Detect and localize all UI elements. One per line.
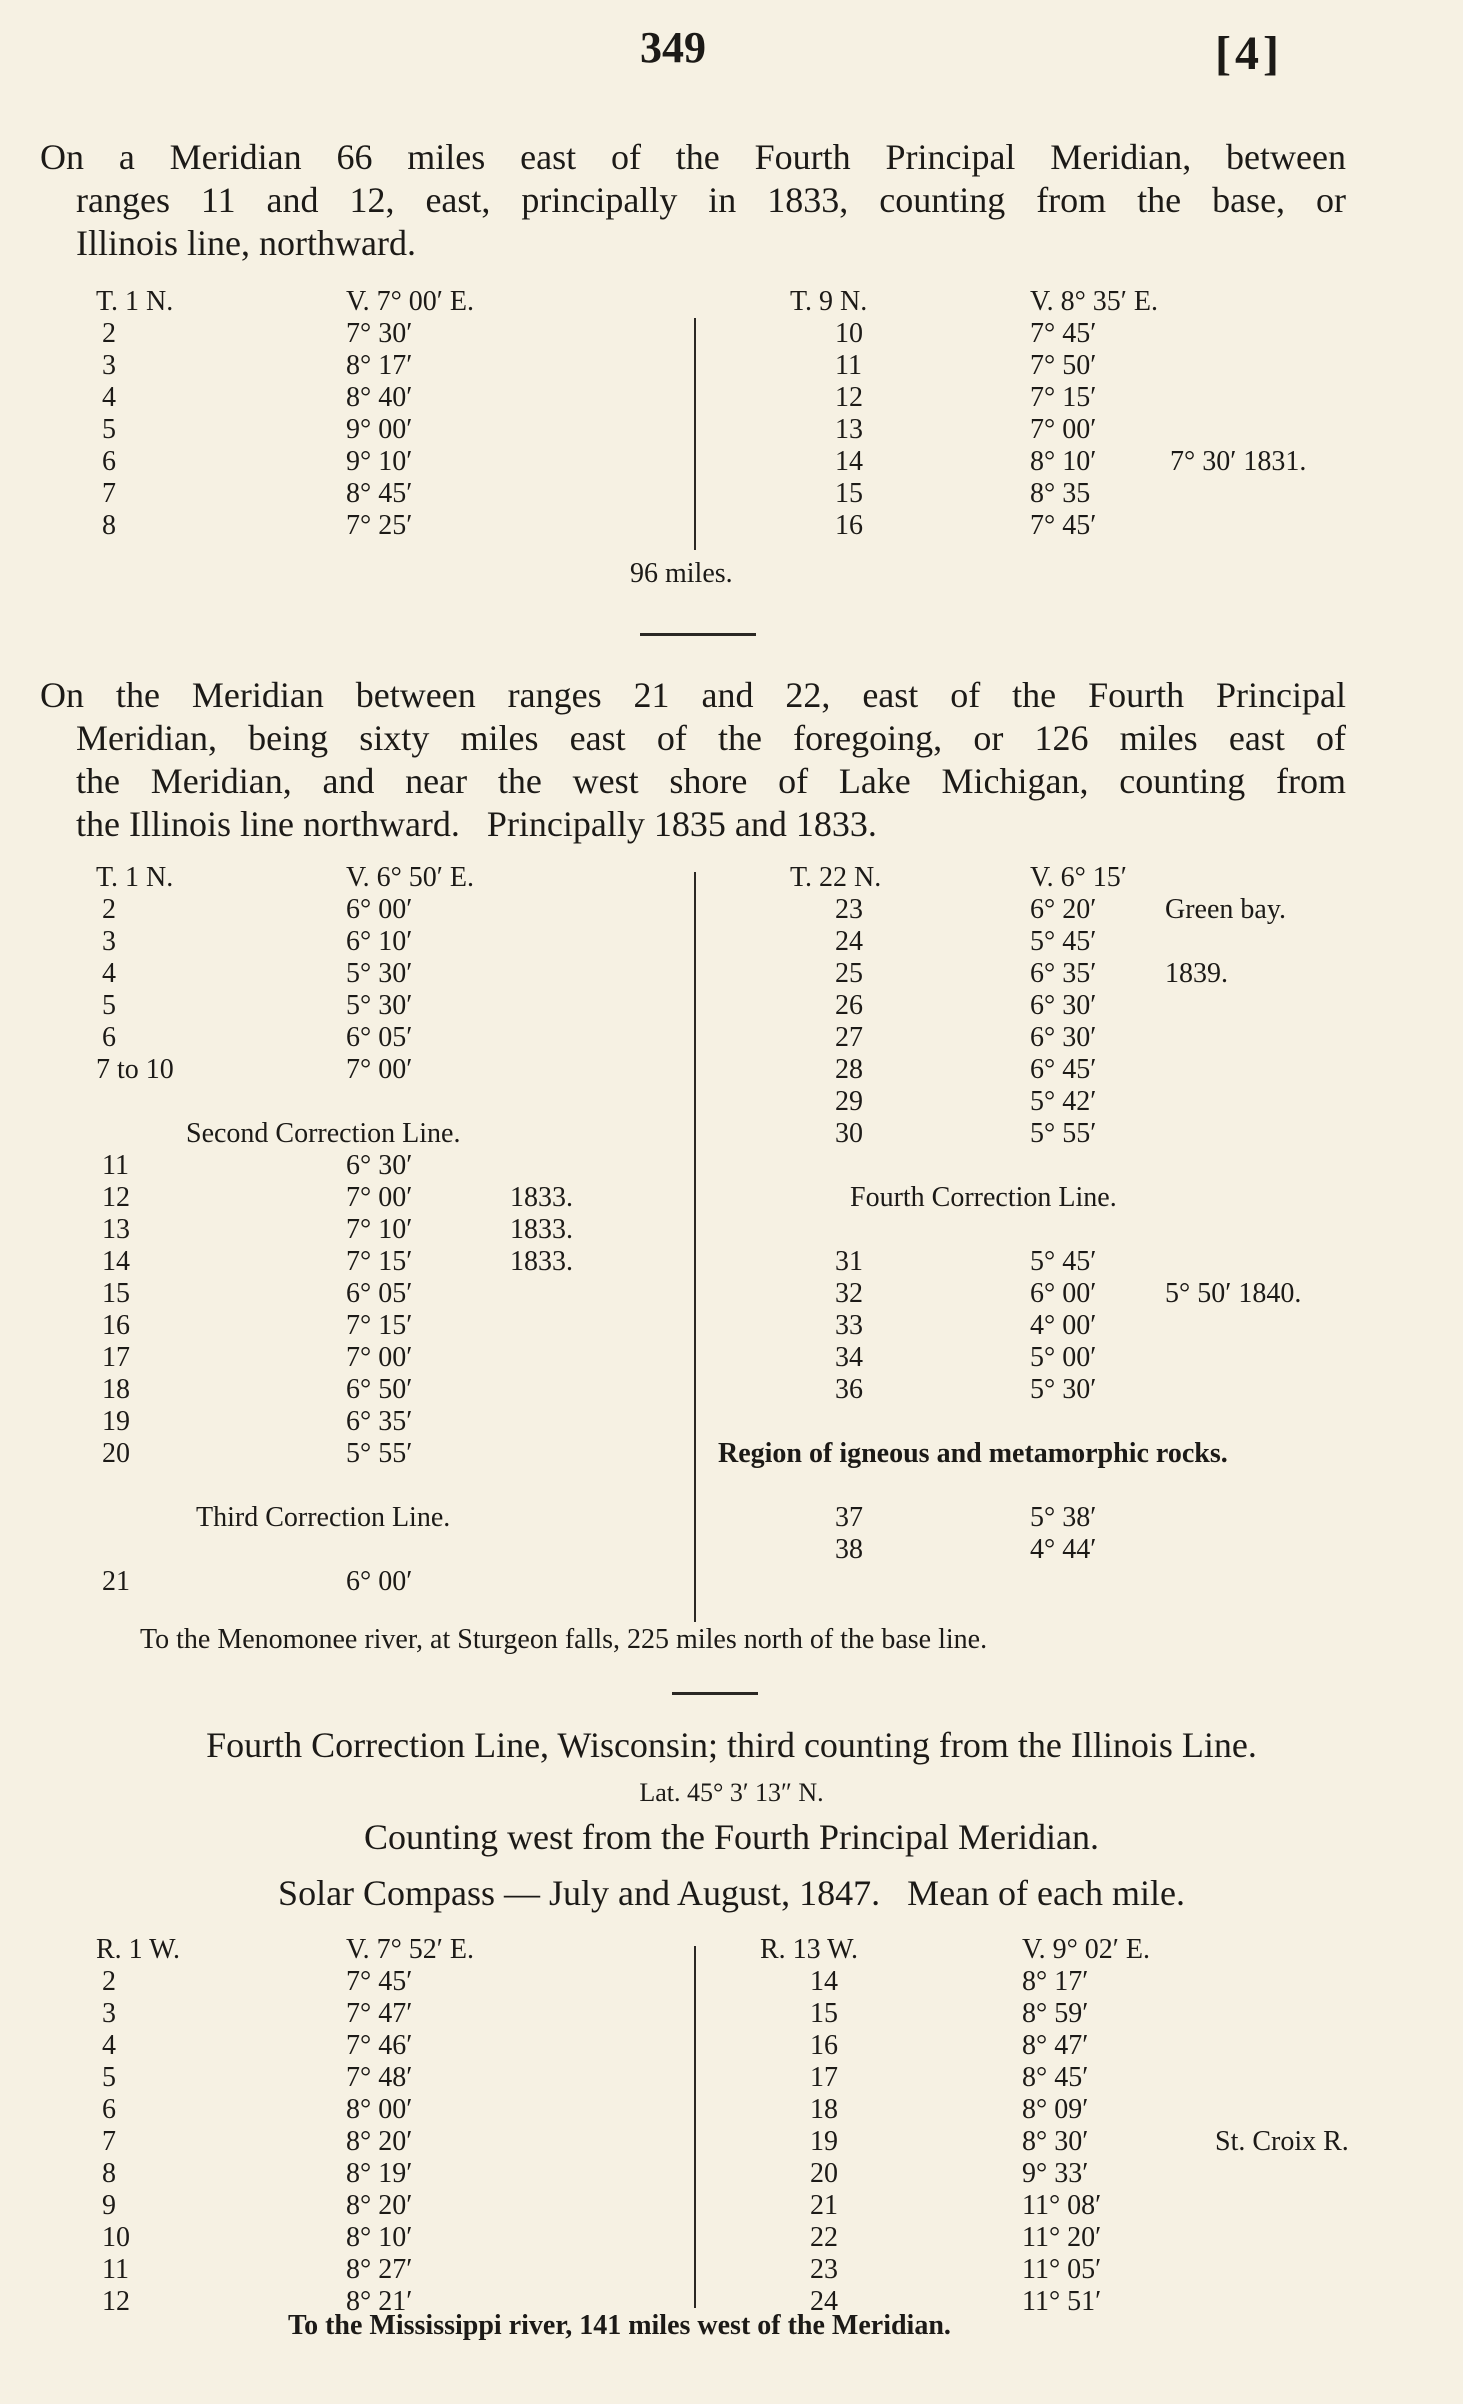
variation-cell: 8° 17′	[346, 350, 413, 381]
township-cell: 12	[102, 1182, 130, 1213]
variation-cell: 8° 40′	[346, 382, 413, 413]
table-row	[760, 2158, 1420, 2190]
township-cell: 2	[102, 1966, 116, 1997]
township-cell: 5	[102, 414, 116, 445]
township-cell: 38	[835, 1534, 863, 1565]
variation-cell: 8° 20′	[346, 2126, 413, 2157]
township-cell: 5	[102, 990, 116, 1021]
variation-cell: 8° 47′	[1022, 2030, 1089, 2061]
table-row	[790, 1502, 1410, 1534]
table-row	[90, 2190, 690, 2222]
table-row	[760, 2126, 1420, 2158]
variation-cell: 7° 45′	[1030, 510, 1097, 541]
table-row	[790, 1214, 1410, 1246]
table-row	[90, 926, 690, 958]
table-row	[760, 2190, 1420, 2222]
table-note	[90, 1118, 690, 1150]
variation-cell: 11° 20′	[1022, 2222, 1102, 2253]
heading-line: Illinois line, northward.	[76, 223, 416, 263]
section2-left-table	[90, 862, 690, 1598]
section3-right-table	[760, 1934, 1420, 2318]
table-row	[760, 1934, 1420, 1966]
heading-line: the Meridian, and near the west shore of Lake Michigan, counting from	[76, 761, 1346, 801]
township-cell: 19	[102, 1406, 130, 1437]
township-cell: 26	[835, 990, 863, 1021]
variation-cell: 5° 55′	[346, 1438, 413, 1469]
column-divider	[694, 872, 696, 1622]
table-row	[90, 382, 690, 414]
table-row	[790, 1150, 1410, 1182]
table-row	[760, 2222, 1420, 2254]
section1-footer: 96 miles.	[630, 558, 733, 589]
remark-cell: 1839.	[1165, 958, 1228, 989]
township-cell: 16	[102, 1310, 130, 1341]
section-reference: [4]	[1215, 27, 1283, 80]
table-row	[790, 1470, 1410, 1502]
remark-cell: 1833.	[510, 1182, 573, 1213]
variation-cell: 7° 25′	[346, 510, 413, 541]
variation-cell: 8° 45′	[1022, 2062, 1089, 2093]
township-cell: 22	[810, 2222, 838, 2253]
variation-cell: V. 6° 15′	[1030, 862, 1127, 893]
variation-cell: 8° 10′	[1030, 446, 1097, 477]
variation-cell: V. 7° 52′ E.	[346, 1934, 475, 1965]
variation-cell: 7° 45′	[1030, 318, 1097, 349]
table-row	[90, 1934, 690, 1966]
section3-title: Fourth Correction Line, Wisconsin; third counting from the Illinois Line.	[206, 1725, 1257, 1765]
variation-cell: 5° 30′	[346, 990, 413, 1021]
township-cell: 4	[102, 382, 116, 413]
variation-cell: 5° 42′	[1030, 1086, 1097, 1117]
remark-cell: 5° 50′ 1840.	[1165, 1278, 1302, 1309]
variation-cell: 5° 30′	[1030, 1374, 1097, 1405]
table-row	[790, 382, 1390, 414]
table-row	[90, 1182, 690, 1214]
table-row	[90, 446, 690, 478]
township-cell: 13	[835, 414, 863, 445]
township-cell: 11	[835, 350, 862, 381]
table-row	[90, 1278, 690, 1310]
variation-cell: 5° 45′	[1030, 926, 1097, 957]
variation-cell: 8° 09′	[1022, 2094, 1089, 2125]
township-cell: 12	[835, 382, 863, 413]
section2-right-table	[718, 862, 1410, 1566]
table-note	[790, 1182, 1410, 1214]
heading-line: the Illinois line northward. Principally 1835 and 1833.	[76, 804, 877, 844]
table-row	[90, 478, 690, 510]
table-row	[760, 2062, 1420, 2094]
township-cell: 6	[102, 2094, 116, 2125]
variation-cell: 8° 35	[1030, 478, 1091, 509]
table-row	[790, 926, 1410, 958]
section3-subtitle: Counting west from the Fourth Principal Meridian.	[364, 1817, 1099, 1857]
township-cell: 15	[810, 1998, 838, 2029]
section3-latitude: Lat. 45° 3′ 13″ N.	[639, 1778, 824, 1807]
township-cell: 3	[102, 1998, 116, 2029]
table-row	[790, 1246, 1410, 1278]
variation-cell: 6° 10′	[346, 926, 413, 957]
table-row	[790, 894, 1410, 926]
variation-cell: 7° 15′	[346, 1246, 413, 1277]
township-cell: 14	[102, 1246, 130, 1277]
variation-cell: 8° 45′	[346, 478, 413, 509]
variation-cell: 6° 05′	[346, 1022, 413, 1053]
table-row	[90, 1374, 690, 1406]
table-row	[90, 1966, 690, 1998]
township-cell: 2	[102, 894, 116, 925]
variation-cell: 8° 21′	[346, 2286, 413, 2317]
table-row	[90, 894, 690, 926]
remark-cell: Green bay.	[1165, 894, 1287, 925]
variation-cell: 6° 35′	[346, 1406, 413, 1437]
table-row	[790, 318, 1390, 350]
table-row	[90, 1310, 690, 1342]
table-row	[90, 1566, 690, 1598]
table-row	[790, 958, 1410, 990]
township-cell: 4	[102, 958, 116, 989]
heading-line: ranges 11 and 12, east, principally in 1833, counting from the base, or	[76, 180, 1346, 220]
variation-cell: 8° 00′	[346, 2094, 413, 2125]
township-cell: 5	[102, 2062, 116, 2093]
remark-cell: 1833.	[510, 1214, 573, 1245]
table-row	[790, 990, 1410, 1022]
township-cell: 18	[102, 1374, 130, 1405]
township-cell: 8	[102, 510, 116, 541]
variation-cell: 9° 00′	[346, 414, 413, 445]
variation-cell: 7° 00′	[346, 1342, 413, 1373]
table-row	[760, 1998, 1420, 2030]
table-row	[90, 2094, 690, 2126]
township-cell: 7 to 10	[96, 1054, 174, 1085]
township-cell: 20	[102, 1438, 130, 1469]
heading-line: On a Meridian 66 miles east of the Fourth Principal Meridian, between	[40, 137, 1346, 177]
table-row	[790, 1310, 1410, 1342]
township-cell: 30	[835, 1118, 863, 1149]
township-cell: 6	[102, 1022, 116, 1053]
variation-cell: 7° 15′	[346, 1310, 413, 1341]
variation-cell: V. 6° 50′ E.	[346, 862, 475, 893]
variation-cell: V. 9° 02′ E.	[1022, 1934, 1151, 1965]
township-cell: 24	[835, 926, 863, 957]
variation-cell: 8° 30′	[1022, 2126, 1089, 2157]
page-header	[0, 22, 1463, 92]
township-cell: T. 9 N.	[790, 286, 868, 317]
township-cell: 27	[835, 1022, 863, 1053]
township-cell: 10	[102, 2222, 130, 2253]
township-cell: 7	[102, 478, 116, 509]
table-row	[790, 286, 1390, 318]
section1-right-table	[790, 286, 1390, 542]
table-row	[90, 1150, 690, 1182]
variation-cell: 7° 00′	[346, 1054, 413, 1085]
variation-cell: 9° 10′	[346, 446, 413, 477]
section-divider	[672, 1692, 758, 1695]
table-row	[790, 862, 1410, 894]
township-cell: T. 1 N.	[96, 862, 174, 893]
page-number: 349	[640, 23, 706, 72]
table-note	[90, 1502, 690, 1534]
variation-cell: 8° 27′	[346, 2254, 413, 2285]
variation-cell: 6° 45′	[1030, 1054, 1097, 1085]
table-row	[90, 2062, 690, 2094]
table-row	[90, 2126, 690, 2158]
table-row	[790, 1086, 1410, 1118]
township-cell: 36	[835, 1374, 863, 1405]
township-cell: R. 1 W.	[96, 1934, 181, 1965]
note-text: Region of igneous and metamorphic rocks.	[718, 1438, 1228, 1469]
column-divider	[694, 318, 696, 550]
section3-left-table	[90, 1934, 690, 2318]
remark-cell: 7° 30′ 1831.	[1170, 446, 1307, 477]
section3-instrument-note: Solar Compass — July and August, 1847. Mean of each mile.	[278, 1873, 1185, 1913]
table-note	[718, 1438, 1410, 1470]
variation-cell: 6° 20′	[1030, 894, 1097, 925]
variation-cell: 5° 55′	[1030, 1118, 1097, 1149]
township-cell: 17	[102, 1342, 130, 1373]
township-cell: 19	[810, 2126, 838, 2157]
township-cell: 31	[835, 1246, 863, 1277]
township-cell: 9	[102, 2190, 116, 2221]
variation-cell: 8° 59′	[1022, 1998, 1089, 2029]
table-row	[90, 1438, 690, 1470]
township-cell: 12	[102, 2286, 130, 2317]
note-text: Fourth Correction Line.	[850, 1182, 1117, 1213]
township-cell: 23	[835, 894, 863, 925]
variation-cell: 6° 00′	[346, 1566, 413, 1597]
township-cell: R. 13 W.	[760, 1934, 859, 1965]
variation-cell: 8° 20′	[346, 2190, 413, 2221]
table-row	[90, 286, 690, 318]
variation-cell: 9° 33′	[1022, 2158, 1089, 2189]
variation-cell: 7° 10′	[346, 1214, 413, 1245]
township-cell: 7	[102, 2126, 116, 2157]
column-divider	[694, 1946, 696, 2308]
township-cell: 33	[835, 1310, 863, 1341]
township-cell: 14	[810, 1966, 838, 1997]
township-cell: 20	[810, 2158, 838, 2189]
township-cell: 3	[102, 926, 116, 957]
variation-cell: 7° 45′	[346, 1966, 413, 1997]
variation-cell: 6° 50′	[346, 1374, 413, 1405]
table-row	[90, 2222, 690, 2254]
table-row	[790, 446, 1390, 478]
township-cell: 16	[810, 2030, 838, 2061]
township-cell: 13	[102, 1214, 130, 1245]
variation-cell: 6° 30′	[1030, 1022, 1097, 1053]
township-cell: 6	[102, 446, 116, 477]
table-row	[90, 1406, 690, 1438]
variation-cell: 11° 51′	[1022, 2286, 1102, 2317]
table-row	[90, 1086, 690, 1118]
remark-cell: 1833.	[510, 1246, 573, 1277]
township-cell: 32	[835, 1278, 863, 1309]
table-row	[90, 414, 690, 446]
table-row	[790, 1278, 1410, 1310]
township-cell: 18	[810, 2094, 838, 2125]
table-row	[90, 350, 690, 382]
table-row	[90, 1534, 690, 1566]
township-cell: T. 1 N.	[96, 286, 174, 317]
township-cell: 28	[835, 1054, 863, 1085]
variation-cell: 11° 05′	[1022, 2254, 1102, 2285]
township-cell: 14	[835, 446, 863, 477]
township-cell: 23	[810, 2254, 838, 2285]
variation-cell: 5° 45′	[1030, 1246, 1097, 1277]
table-row	[90, 1246, 690, 1278]
table-row	[760, 2254, 1420, 2286]
note-text: Second Correction Line.	[186, 1118, 461, 1149]
variation-cell: 6° 30′	[1030, 990, 1097, 1021]
section-divider	[640, 633, 756, 636]
table-row	[90, 990, 690, 1022]
table-row	[90, 510, 690, 542]
township-cell: 15	[102, 1278, 130, 1309]
note-text: Third Correction Line.	[196, 1502, 451, 1533]
table-row	[90, 1054, 690, 1086]
table-row	[90, 2030, 690, 2062]
table-row	[790, 1374, 1410, 1406]
township-cell: 37	[835, 1502, 863, 1533]
variation-cell: 7° 47′	[346, 1998, 413, 2029]
variation-cell: 8° 19′	[346, 2158, 413, 2189]
heading-line: On the Meridian between ranges 21 and 22, east of the Fourth Principal	[40, 675, 1346, 715]
section1-left-table	[90, 286, 690, 542]
variation-cell: 5° 00′	[1030, 1342, 1097, 1373]
table-row	[90, 958, 690, 990]
variation-cell: 6° 00′	[1030, 1278, 1097, 1309]
variation-cell: 4° 44′	[1030, 1534, 1097, 1565]
variation-cell: 4° 00′	[1030, 1310, 1097, 1341]
table-row	[790, 1406, 1410, 1438]
variation-cell: 7° 50′	[1030, 350, 1097, 381]
table-row	[790, 350, 1390, 382]
variation-cell: V. 8° 35′ E.	[1030, 286, 1159, 317]
variation-cell: 8° 17′	[1022, 1966, 1089, 1997]
variation-cell: 7° 48′	[346, 2062, 413, 2093]
township-cell: 16	[835, 510, 863, 541]
table-row	[90, 1022, 690, 1054]
township-cell: 8	[102, 2158, 116, 2189]
section1-heading	[40, 136, 1346, 265]
variation-cell: 7° 15′	[1030, 382, 1097, 413]
township-cell: 11	[102, 2254, 129, 2285]
variation-cell: V. 7° 00′ E.	[346, 286, 475, 317]
township-cell: 25	[835, 958, 863, 989]
table-row	[790, 1118, 1410, 1150]
table-row	[790, 1022, 1410, 1054]
table-row	[760, 2030, 1420, 2062]
table-row	[90, 862, 690, 894]
table-row	[760, 2094, 1420, 2126]
township-cell: 3	[102, 350, 116, 381]
table-row	[790, 1054, 1410, 1086]
table-row	[790, 414, 1390, 446]
table-row	[90, 1342, 690, 1374]
variation-cell: 7° 30′	[346, 318, 413, 349]
variation-cell: 7° 00′	[346, 1182, 413, 1213]
township-cell: 21	[810, 2190, 838, 2221]
section2-heading	[40, 674, 1346, 846]
heading-line: Meridian, being sixty miles east of the foregoing, or 126 miles east of	[76, 718, 1346, 758]
variation-cell: 5° 38′	[1030, 1502, 1097, 1533]
table-row	[790, 1342, 1410, 1374]
table-row	[90, 318, 690, 350]
township-cell: 4	[102, 2030, 116, 2061]
township-cell: 15	[835, 478, 863, 509]
township-cell: 24	[810, 2286, 838, 2317]
variation-cell: 8° 10′	[346, 2222, 413, 2253]
variation-cell: 6° 05′	[346, 1278, 413, 1309]
table-row	[790, 478, 1390, 510]
variation-cell: 7° 00′	[1030, 414, 1097, 445]
table-row	[90, 1470, 690, 1502]
variation-cell: 6° 35′	[1030, 958, 1097, 989]
township-cell: 2	[102, 318, 116, 349]
table-row	[90, 2254, 690, 2286]
table-row	[790, 510, 1390, 542]
township-cell: 17	[810, 2062, 838, 2093]
table-row	[90, 1998, 690, 2030]
township-cell: 10	[835, 318, 863, 349]
township-cell: 21	[102, 1566, 130, 1597]
section3-footer: To the Mississippi river, 141 miles west of the Meridian.	[288, 2310, 951, 2341]
variation-cell: 11° 08′	[1022, 2190, 1102, 2221]
township-cell: 29	[835, 1086, 863, 1117]
variation-cell: 7° 46′	[346, 2030, 413, 2061]
township-cell: 34	[835, 1342, 863, 1373]
table-row	[90, 1214, 690, 1246]
remark-cell: St. Croix R.	[1215, 2126, 1349, 2157]
section2-footer: To the Menomonee river, at Sturgeon falls, 225 miles north of the base line.	[140, 1624, 988, 1655]
variation-cell: 6° 30′	[346, 1150, 413, 1181]
table-row	[790, 1534, 1410, 1566]
variation-cell: 5° 30′	[346, 958, 413, 989]
table-row	[90, 2158, 690, 2190]
township-cell: T. 22 N.	[790, 862, 882, 893]
variation-cell: 6° 00′	[346, 894, 413, 925]
township-cell: 11	[102, 1150, 129, 1181]
table-row	[760, 1966, 1420, 1998]
